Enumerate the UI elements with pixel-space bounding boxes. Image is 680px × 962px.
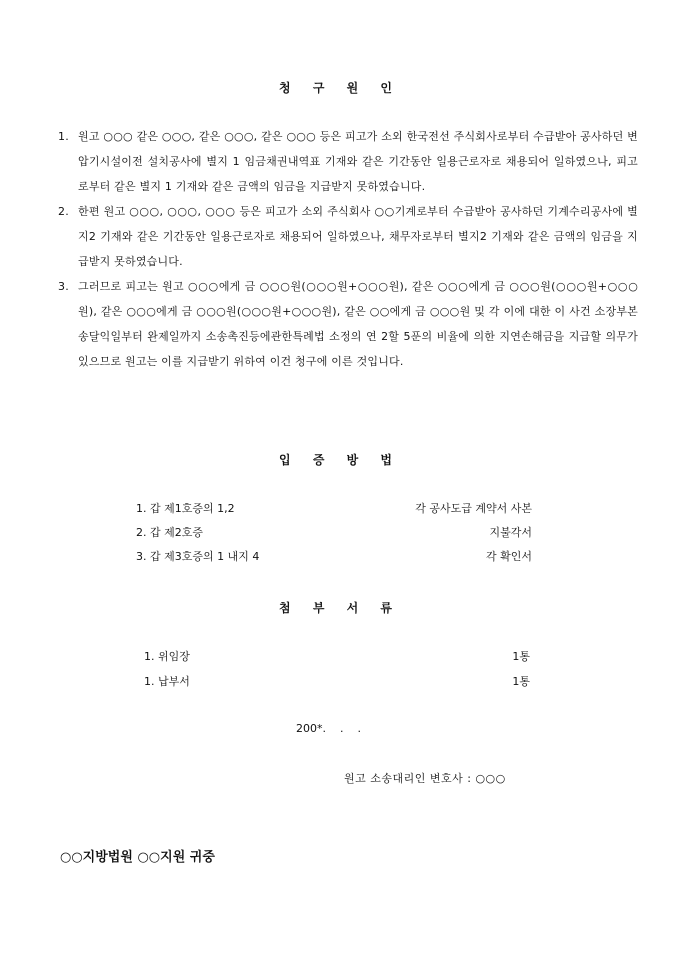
signer-line: 원고 소송대리인 변호사 : ○○○ [344,772,506,785]
attachment-item: 1. 위임장 [144,650,190,663]
evidence-heading: 입 증 방 법 [279,453,401,467]
evidence-item: 1. 갑 제1호증의 1,2 [136,502,235,515]
court-addressee: ○○지방법원 ○○지원 귀중 [60,850,215,865]
claim-text: 그러므로 피고는 원고 ○○○에게 금 ○○○원(○○○원+○○○원), 같은 ○○○에게 금 ○○○원(○○○원+○○○원), 같은 ○○○에게 금 ○○○원(○○○원+○○○원), 같은 ○○에게 금 ○○○원 및 각 이에 대한 이 사건 소장부본 송달익일부터 완제일까지 소송촉진등에관한특례법 소정의 연 2할 5푼의 비율에 의한 지연손해금을 지급할 의무가 있으므로 원고는 이를 지급받기 위하여 이건 청구에 이른 것입니다. [78,280,638,368]
attachment-count: 1통 [512,650,530,663]
attachment-count: 1통 [512,675,530,688]
evidence-description: 지불각서 [489,526,532,539]
claim-item-3 [58,274,638,374]
filing-date: 200*. . . [296,722,361,735]
claim-number: 3. [58,280,69,293]
reasons-heading: 청 구 원 인 [279,81,401,95]
attachments-heading: 첨 부 서 류 [279,601,401,615]
evidence-item: 2. 갑 제2호증 [136,526,203,539]
claim-text: 원고 ○○○ 같은 ○○○, 같은 ○○○, 같은 ○○○ 등은 피고가 소외 한국전선 주식회사로부터 수급받아 공사하던 변압기시설이전 설치공사에 별지 1 임금채권내역표 기재와 같은 기간동안 일용근로자로 채용되어 일하였으나, 피고로부터 같은 별지 1 기재와 같은 금액의 임금을 지급받지 못하였습니다. [78,130,638,193]
claims-list [58,124,638,374]
claim-number: 1. [58,130,69,143]
claim-text: 한편 원고 ○○○, ○○○, ○○○ 등은 피고가 소외 주식회사 ○○기계로부터 수급받아 공사하던 기계수리공사에 별지2 기재와 같은 기간동안 일용근로자로 채용되어 일하였으나, 채무자로부터 별지2 기재와 같은 금액의 임금을 지급받지 못하였습니다. [78,205,638,268]
claim-item-1 [58,124,638,199]
evidence-item: 3. 갑 제3호증의 1 내지 4 [136,550,260,563]
attachment-item: 1. 납부서 [144,675,190,688]
claim-item-2 [58,199,638,274]
evidence-description: 각 확인서 [485,550,532,563]
evidence-description: 각 공사도급 계약서 사본 [415,502,532,515]
claim-number: 2. [58,205,69,218]
